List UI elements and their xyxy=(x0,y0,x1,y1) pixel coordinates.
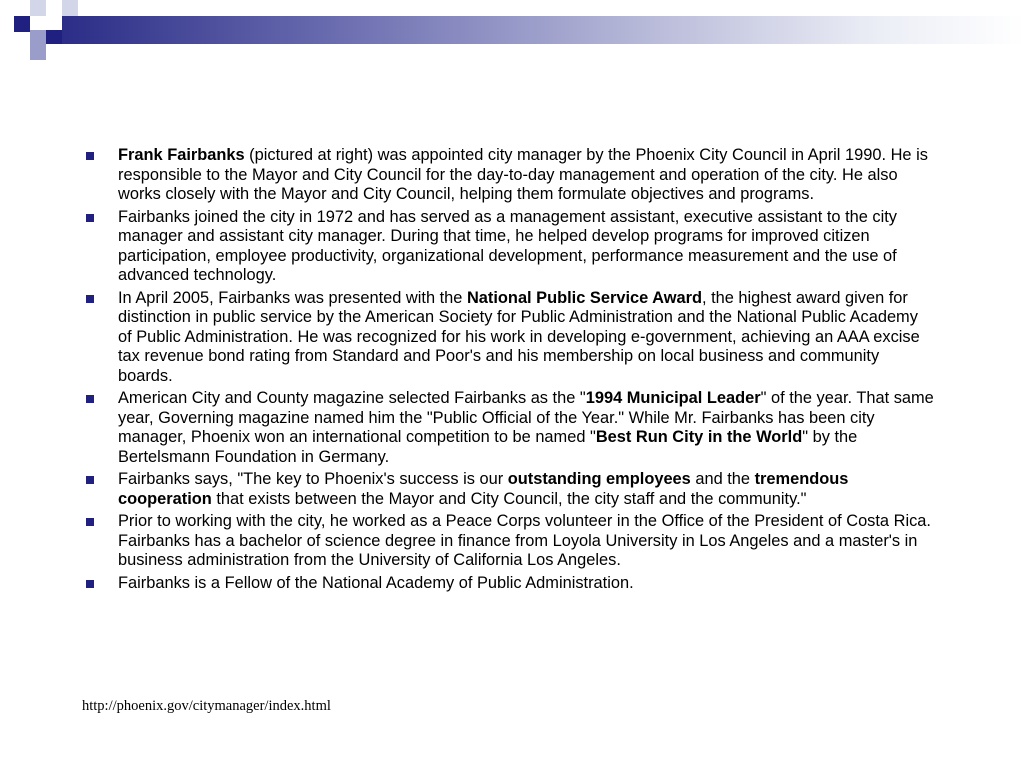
bullet-emphasis: outstanding employees xyxy=(507,470,691,488)
header-square-light-2 xyxy=(62,0,78,16)
bullet-item xyxy=(86,208,936,286)
source-url[interactable]: http://phoenix.gov/citymanager/index.html xyxy=(82,698,331,714)
bullet-item xyxy=(86,146,936,205)
bullet-item xyxy=(86,574,936,594)
bullet-square-icon xyxy=(86,152,94,160)
bullet-item xyxy=(86,512,936,571)
bullet-text xyxy=(118,146,928,203)
bullet-run: Fairbanks is a Fellow of the National Academy of Public Administration. xyxy=(118,573,634,592)
bullet-text xyxy=(118,574,634,592)
bullet-square-icon xyxy=(86,476,94,484)
header-square-mid-2 xyxy=(30,46,46,60)
bullet-run: " of the year. That same year, Governing magazine named him the "Public Official of the Year." While Mr. Fairbanks has been city manager, Phoenix won an international competition to be named " xyxy=(118,389,934,446)
bullet-run: and the xyxy=(690,470,755,488)
bullet-text xyxy=(118,470,848,508)
bullet-square-icon xyxy=(86,580,94,588)
bullet-emphasis: Frank Fairbanks xyxy=(118,146,245,164)
bullet-run: Fairbanks says, "The key to Phoenix's success is our xyxy=(118,470,508,488)
bullet-emphasis: 1994 Municipal Leader xyxy=(585,389,761,407)
bullet-square-icon xyxy=(86,214,94,222)
bullet-run: (pictured at right) was appointed city manager by the Phoenix City Council in April 1990. He is responsible to the Mayor and City Council for the day-to-day management and operation of the city. He also works closely with the Mayor and City Council, helping them formulate objectives and programs. xyxy=(118,146,928,203)
header-square-mid-1 xyxy=(30,30,46,46)
bullet-list xyxy=(86,146,936,596)
header-square-light-1 xyxy=(30,0,46,16)
bullet-square-icon xyxy=(86,518,94,526)
bullet-square-icon xyxy=(86,395,94,403)
bullet-run: , the highest award given for distinction in public service by the American Society for Public Administration and the National Public Academy of Public Administration. He was recognized for his work in developing e-government, achieving an AAA excise tax revenue bond rating from Standard and Poor's and his membership on local business and community boards. xyxy=(118,288,920,385)
header-decoration xyxy=(0,0,1024,64)
bullet-run: " by the Bertelsmann Foundation in Germany. xyxy=(118,428,858,466)
header-square-dark-2 xyxy=(46,30,62,44)
header-square-dark-1 xyxy=(14,16,30,32)
bullet-emphasis: National Public Service Award xyxy=(466,288,702,307)
bullet-text xyxy=(118,512,931,569)
bullet-item xyxy=(86,389,936,467)
bullet-text xyxy=(118,389,934,466)
bullet-run: American City and County magazine selected Fairbanks as the " xyxy=(118,389,586,407)
bullet-emphasis: Best Run City in the World xyxy=(595,428,803,446)
bullet-run: Prior to working with the city, he worked as a Peace Corps volunteer in the Office of the President of Costa Rica. Fairbanks has a bachelor of science degree in finance from Loyola University in Los Angeles and a master's in business administration from the University of California Los Angeles. xyxy=(118,512,931,569)
bullet-run: In April 2005, Fairbanks was presented with the xyxy=(118,288,467,307)
bullet-item xyxy=(86,470,936,509)
bullet-item xyxy=(86,289,936,387)
bullet-run: that exists between the Mayor and City Council, the city staff and the community." xyxy=(211,489,807,508)
bullet-square-icon xyxy=(86,295,94,303)
bullet-emphasis: tremendous cooperation xyxy=(118,470,849,508)
header-gradient-bar xyxy=(62,16,1024,44)
bullet-run: Fairbanks joined the city in 1972 and has served as a management assistant, executive assistant to the city manager and assistant city manager. During that time, he helped develop programs for improved citizen participation, employee productivity, organizational development, performance measurement and the use of advanced technology. xyxy=(118,207,897,284)
bullet-text xyxy=(118,289,920,385)
bullet-text xyxy=(118,208,897,285)
